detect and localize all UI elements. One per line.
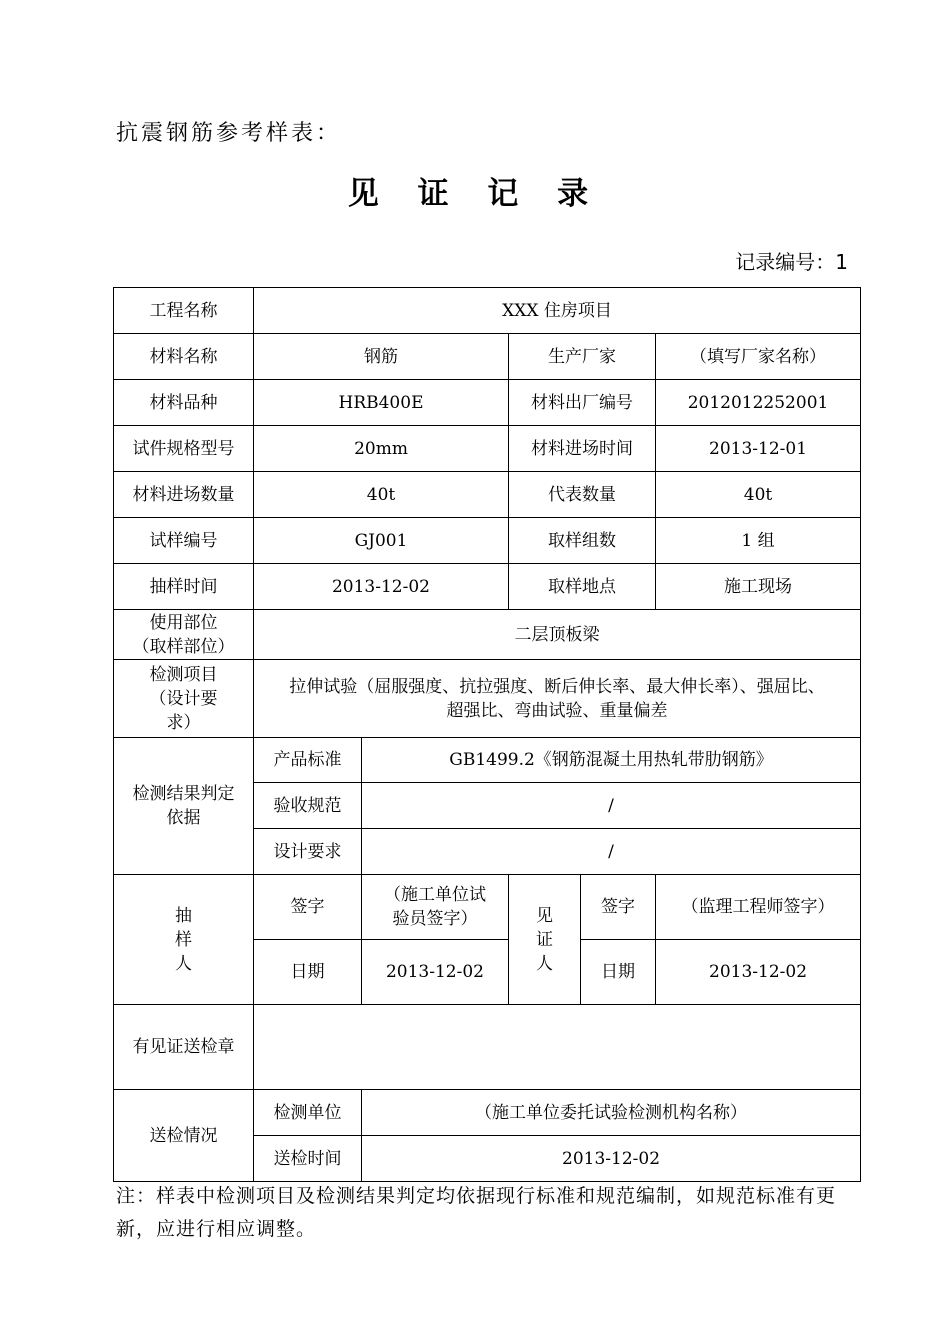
spec-value: 20mm [254,426,509,472]
row-sample-no [114,518,861,564]
test-items-label-line2: （设计要 [149,688,218,709]
row-sample-time [114,564,861,610]
sampler-label [114,875,254,1005]
test-items-value [254,660,861,738]
basis-label [114,738,254,875]
material-name-value: 钢筋 [254,334,509,380]
lab-label: 检测单位 [254,1090,362,1136]
groups-label: 取样组数 [509,518,656,564]
witness-label-char3: 人 [536,953,553,974]
basis-label-line2: 依据 [166,808,201,828]
submit-label: 送检情况 [114,1090,254,1182]
design-req-label: 设计要求 [254,829,362,875]
sample-place-label: 取样地点 [509,564,656,610]
project-name-value: XXX 住房项目 [254,288,861,334]
record-number: 记录编号：1 [735,250,848,274]
manufacturer-label: 生产厂家 [509,334,656,380]
row-material-type [114,380,861,426]
usage-label-line2: （取样部位） [132,636,235,657]
row-sign [114,875,861,940]
sample-place-value: 施工现场 [656,564,861,610]
material-name-label: 材料名称 [114,334,254,380]
page-title: 见 证 记 录 [347,176,603,212]
footnote: 注：样表中检测项目及检测结果判定均依据现行标准和规范编制，如规范标准有更新，应进行相应调整。 [116,1185,837,1240]
submit-time-value: 2013-12-02 [362,1136,861,1182]
row-test-items [114,660,861,738]
accept-std-label: 验收规范 [254,783,362,829]
factory-no-label: 材料出厂编号 [509,380,656,426]
rep-qty-label: 代表数量 [509,472,656,518]
sampler-date-value: 2013-12-02 [362,940,509,1005]
witness-label [509,875,581,1005]
material-type-value: HRB400E [254,380,509,426]
row-usage [114,610,861,660]
basis-label-line1: 检测结果判定 [132,784,235,804]
test-items-label-line3: 求） [166,712,201,733]
rep-qty-value: 40t [656,472,861,518]
groups-value: 1 组 [656,518,861,564]
sample-time-label: 抽样时间 [114,564,254,610]
pre-title: 抗震钢筋参考样表： [116,121,342,146]
product-std-value: GB1499.2《钢筋混凝土用热轧带肋钢筋》 [362,738,861,783]
row-stamp [114,1005,861,1090]
sampler-sign-value [362,875,509,940]
row-material-name [114,334,861,380]
test-items-label [114,660,254,738]
row-project [114,288,861,334]
sample-no-value: GJ001 [254,518,509,564]
sampler-sign-line2: 验员签字） [392,909,478,929]
entry-qty-value: 40t [254,472,509,518]
row-entry-qty [114,472,861,518]
lab-value: （施工单位委托试验检测机构名称） [362,1090,861,1136]
row-lab [114,1090,861,1136]
manufacturer-value: （填写厂家名称） [656,334,861,380]
sampler-label-char3: 人 [175,953,192,974]
witness-sign-value: （监理工程师签字） [656,875,861,940]
test-items-line1: 拉伸试验（屈服强度、抗拉强度、断后伸长率、最大伸长率）、强屈比、 [289,676,825,697]
witness-date-value: 2013-12-02 [656,940,861,1005]
test-items-label-line1: 检测项目 [149,664,218,685]
sample-no-label: 试样编号 [114,518,254,564]
usage-label [114,610,254,660]
witness-sign-label: 签字 [581,875,656,940]
stamp-label: 有见证送检章 [114,1005,254,1090]
row-product-std [114,738,861,783]
stamp-area [254,1005,861,1090]
entry-qty-label: 材料进场数量 [114,472,254,518]
project-name-label: 工程名称 [114,288,254,334]
factory-no-value: 2012012252001 [656,380,861,426]
sample-time-value: 2013-12-02 [254,564,509,610]
witness-label-char1: 见 [536,905,553,926]
submit-time-label: 送检时间 [254,1136,362,1182]
entry-time-value: 2013-12-01 [656,426,861,472]
material-type-label: 材料品种 [114,380,254,426]
design-req-value: / [362,829,861,875]
sampler-sign-label: 签字 [254,875,362,940]
witness-label-char2: 证 [536,929,553,950]
accept-std-value: / [362,783,861,829]
product-std-label: 产品标准 [254,738,362,783]
usage-label-line1: 使用部位 [149,612,218,633]
sampler-label-char2: 样 [175,929,192,950]
usage-value: 二层顶板梁 [254,610,861,660]
sampler-sign-line1: （施工单位试 [384,885,486,905]
entry-time-label: 材料进场时间 [509,426,656,472]
witness-date-label: 日期 [581,940,656,1005]
sampler-date-label: 日期 [254,940,362,1005]
sampler-label-char1: 抽 [175,905,192,926]
spec-label: 试件规格型号 [114,426,254,472]
witness-record-table [113,287,861,1182]
test-items-line2: 超强比、弯曲试验、重量偏差 [446,700,668,721]
row-spec [114,426,861,472]
